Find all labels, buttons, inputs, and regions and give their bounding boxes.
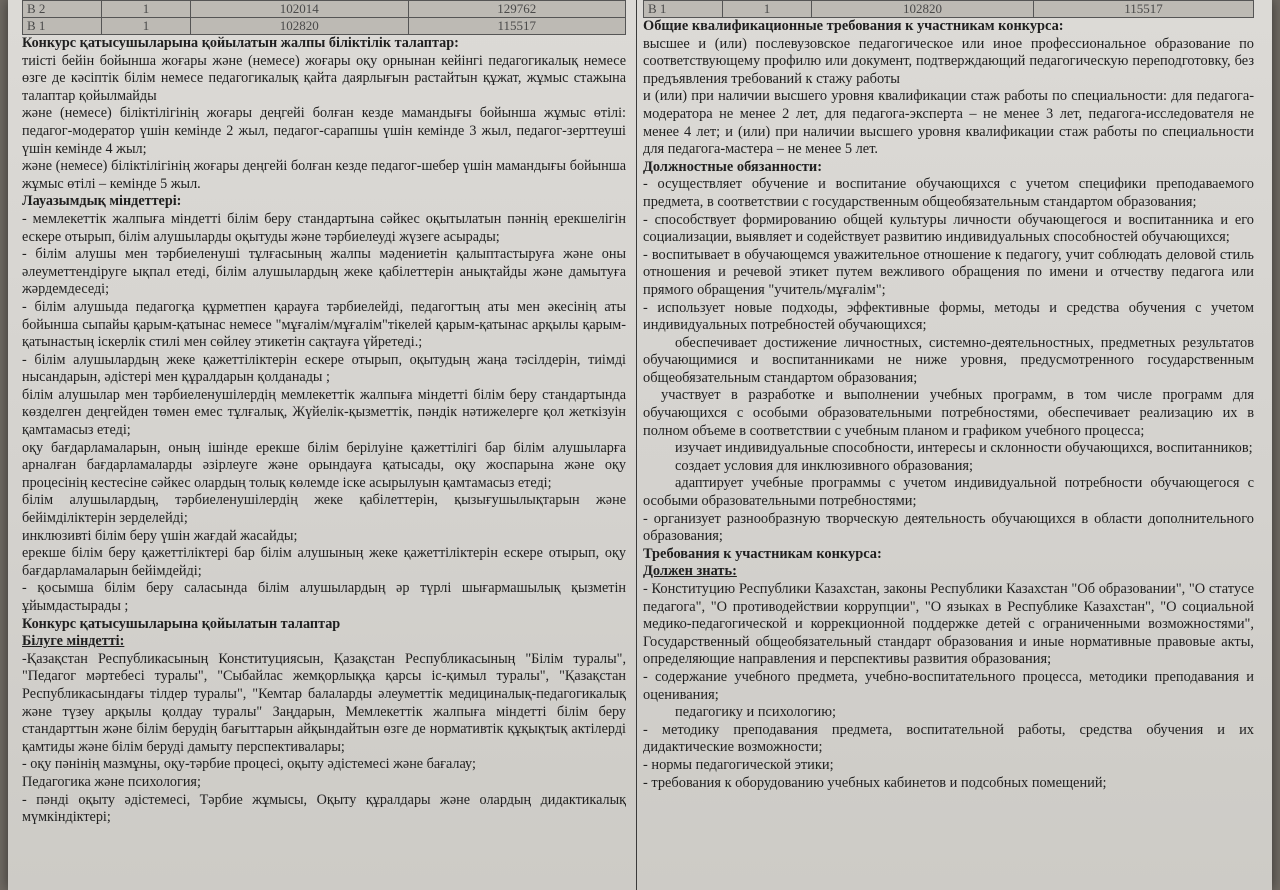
table-cell: В 1 [644,1,723,18]
paragraph: Педагогика және психология; [22,773,201,790]
paragraph: - содержание учебного предмета, учебно-воспитательного процесса, методики преподавания и оценивания; [643,668,1254,703]
section-heading: Должен знать: [643,563,737,580]
paragraph: - использует новые подходы, эффективные формы, методы и средства обучения с учетом индивидуальных потребностей обучающихся; [643,299,1254,334]
paragraph: и (или) при наличии высшего уровня квалификации стаж работы по специальности: для педагога-модератора не менее 2 лет, для педагога-эксперта – не менее 3 лет, педагога-исследователя не менее 4 лет; и (или) при наличии высшего уровня квалификации стаж работы по специальности для педагога-мастера – не менее 5 лет. [643,88,1254,158]
table-cell: 1 [102,18,191,35]
paragraph: педагогику и психологию; [675,704,837,721]
paragraph: -Қазақстан Республикасының Конституциясын, Қазақстан Республикасының "Білім туралы", "Педагог мәртебесі туралы", "Сыбайлас жемқорлыққа қарсы іс-қимыл туралы", "Қазақстан Республикасындағы тілдер туралы", "Кемтар балаларды әлеуметтік медициналық-педагогикалық және түзеу арқылы қолдау туралы" Заңдарын, Мемлекеттік жалпыға міндетті білім беру стандарттын және білім берудің бағыттарын айқындайтын өзге де нормативтік құқықтық актілерді қамтиды және білім беруді дамыту перспективалары; [22,650,626,755]
paragraph: изучает индивидуальные способности, интересы и склонности обучающихся, воспитанников; [675,440,1253,457]
table-row [644,1,1254,18]
table-row [23,18,626,35]
kazakh-requirements-text [22,35,626,827]
section-heading: Лауазымдық міндеттері: [22,193,182,210]
paragraph: создает условия для инклюзивного образования; [675,457,974,474]
paragraph: - білім алушыда педагогқа құрметпен қарауға тәрбиелейді, педагогтың аты мен әкесінің аты бойынша сыпайы қарым-қатынас немесе "мұғалім/мұғалім"тікелей қарым-қатынас арқылы қарым-қатынастың іскерлік стилі мен сөйлеу этикетін сақтауға үйретеді.; [22,298,626,351]
paragraph: - нормы педагогической этики; [643,756,834,773]
paragraph: оқу бағдарламаларын, оның ішінде ерекше білім берілуіне қажеттілігі бар білім алушыларға арналған бағдарламаларды әзірлеуге және орындауға қатысады, оқу жоспарына және оқу процесінің кестесіне сәйкес олардың толық көлемде іске асырылуын қамтамасыз етеді; [22,439,626,491]
russian-requirements-text [643,18,1254,792]
paragraph: - білім алушы мен тәрбиеленуші тұлғасының жалпы мәдениетін қалыптастыруға және оны әлеуметтендіруге ықпал етеді, білім алушылардың жеке қабілеттерін анықтайды және дамытуға жәрдемдеседі; [22,246,626,298]
paragraph: ерекше білім беру қажеттіліктері бар білім алушының жеке қажеттіліктерін ескере отырып, оқу бағдарламаларын бейімдейді; [22,545,626,579]
section-heading: Требования к участникам конкурса: [643,545,882,562]
section-heading: Общие квалификационные требования к участникам конкурса: [643,18,1064,34]
paragraph: обеспечивает достижение личностных, системно-деятельностных, предметных результатов обучающимися и воспитанниками не ниже уровня, предусмотренного государственным общеобязательным стандартом образования; [643,334,1254,386]
paragraph: - білім алушылардың жеке қажеттіліктерін ескере отырып, оқытудың жаңа тәсілдерін, тиімді нысандарын, әдістері мен құралдарын қолданады ; [22,351,626,386]
paragraph: - воспитывает в обучающемся уважительное отношение к педагогу, учит соблюдать деловой стиль отношения и речевой этикет путем вежливого обращения по имени и отчеству педагога или прямого обращения "учитель/мұғалім"; [643,246,1254,298]
table-cell: 102820 [191,18,409,35]
paragraph: - требования к оборудованию учебных кабинетов и подсобных помещений; [643,774,1107,791]
table-row [23,1,626,18]
table-cell: В 1 [23,18,102,35]
paragraph: және (немесе) біліктілігінің жоғары деңгейі болған кезде мамандығы бойынша жұмыс өтілі: педагог-модератор үшін кемінде 2 жыл, педагог-сарапшы үшін кемінде 3 жыл, педагог-зерттеуші үшін кемінде 4 жыл; [22,105,626,157]
paragraph: - методику преподавания предмета, воспитательной работы, средства обучения и их дидактические возможности; [643,721,1254,756]
paragraph: және (немесе) біліктілігінің жоғары деңгейі болған кезде педагог-шебер үшін мамандығы бойынша жұмыс өтілі – кемінде 5 жыл. [22,158,626,192]
table-cell: 1 [723,1,812,18]
paragraph: білім алушылар мен тәрбиеленушілердің мемлекеттік жалпыға міндетті білім беру стандартында көзделген деңгейден төмен емес тұлғалық, Жүйелік-қызметтік, пәндік нәтижелерге қол жеткізуін қамтамасыз етеді; [22,386,626,439]
section-heading: Білуге міндетті: [22,633,125,650]
table-cell: 1 [102,1,191,18]
paragraph: высшее и (или) послевузовское педагогическое или иное профессиональное образование по соответствующему профилю или документ, подтверждающий педагогическую переподготовку, без предъявления требований к стажу работы [643,35,1254,87]
paragraph: - способствует формированию общей культуры личности обучающегося и воспитанника и его социализации, выявляет и содействует развитию индивидуальных способностей обучающихся; [643,211,1254,246]
paragraph: - оқу пәнінің мазмұны, оқу-тәрбие процесі, оқыту әдістемесі және бағалау; [22,756,476,773]
table-cell: 129762 [408,1,626,18]
kazakh-column [16,0,630,890]
table-cell: 102014 [191,1,409,18]
paragraph: - мемлекеттік жалпыға міндетті білім беру стандартына сәйкес оқытылатын пәннің ерекшелігін ескере отырып, білім алушыларды оқытуды және тәрбиелеуді жүзеге асырады; [22,210,626,245]
table-cell: 115517 [408,18,626,35]
section-heading: Должностные обязанности: [643,158,822,175]
paragraph: - организует разнообразную творческую деятельность обучающихся в области дополнительного образования; [643,510,1254,545]
vacancy-table-left [22,0,626,35]
paragraph: - Конституцию Республики Казахстан, законы Республики Казахстан "Об образовании", "О статусе педагога", "О противодействии коррупции", "О языках в Республике Казахстан", "О социальной медико-педагогической и коррекционной поддержке детей с ограниченными возможностями", Государственный общеобязательный стандарт образования и иные нормативные правовые акты, определяющие направления и перспективы развития образования; [643,581,1254,668]
document-page [8,0,1272,890]
section-heading: Конкурс қатысушыларына қойылатын жалпы біліктілік талаптар: [22,35,459,51]
table-cell: 115517 [1034,1,1254,18]
paragraph: инклюзивті білім беру үшін жағдай жасайды; [22,527,298,544]
paragraph: - қосымша білім беру саласында білім алушылардың әр түрлі шығармашылық қызметін ұйымдастырады ; [22,580,626,614]
paragraph: - осуществляет обучение и воспитание обучающихся с учетом специфики преподаваемого предмета, в соответствии с государственным общеобязательным стандартом образования; [643,176,1254,210]
vacancy-table-right [643,0,1254,18]
paragraph: білім алушылардың, тәрбиеленушілердің жеке қабілеттерін, қызығушылықтарын және бейімділіктерін зерделейді; [22,492,626,527]
paragraph: тиісті бейін бойынша жоғары және (немесе) жоғары оқу орнынан кейінгі педагогикалық немесе өзге де кәсіптік білім немесе педагогикалық қайта даярлығын растайтын құжат, жұмыс стажына талаптар қойылмайды [22,52,626,104]
russian-column [636,0,1260,890]
section-heading: Конкурс қатысушыларына қойылатын талаптар [22,615,341,632]
table-cell: 102820 [812,1,1034,18]
paragraph: адаптирует учебные программы с учетом индивидуальной потребности обучающегося с особыми образовательными потребностями; [643,475,1254,510]
table-cell: В 2 [23,1,102,18]
paragraph: - пәнді оқыту әдістемесі, Тәрбие жұмысы, Оқыту құралдары және олардың дидактикалық мүмкіндіктері; [22,791,626,826]
paragraph: участвует в разработке и выполнении учебных программ, в том числе программ для обучающихся с особыми образовательными потребностями, обеспечивает реализацию их в полном объеме в соответствии с учебным планом и графиком учебного процесса; [643,387,1254,439]
